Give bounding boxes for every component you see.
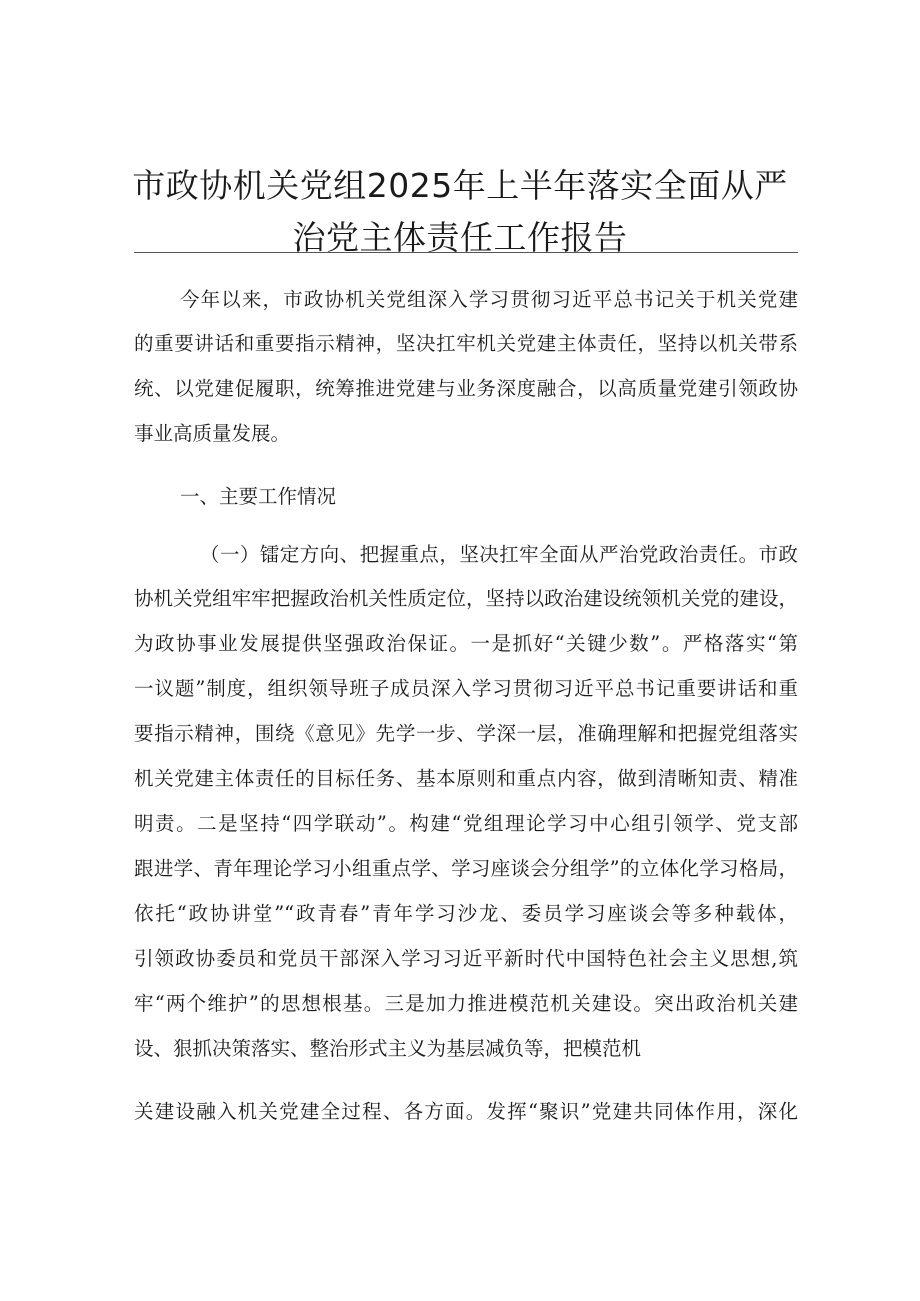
subsection-paragraph-line: 依托“政协讲堂”“政青春”青年学习沙龙、委员学习座谈会等多种载体， bbox=[134, 902, 798, 925]
subsection-paragraph-line: （一）镭定方向、把握重点，坚决扛牢全面从严治党政治责任。市政 bbox=[200, 543, 798, 566]
section-heading: 一、主要工作情况 bbox=[180, 485, 337, 508]
subsection-paragraph-line: 协机关党组牢牢把握政治机关性质定位，坚持以政治建设统领机关党的建设， bbox=[134, 587, 798, 610]
report-title-line-2: 治党主体责任工作报告 bbox=[292, 218, 628, 257]
intro-paragraph-line: 今年以来，市政协机关党组深入学习贯彻习近平总书记关于机关党建 bbox=[180, 288, 798, 311]
intro-paragraph-line: 事业高质量发展。 bbox=[134, 422, 291, 445]
subsection-paragraph-line: 设、狠抓决策落实、整治形式主义为基层减负等，把模范机 bbox=[134, 1037, 642, 1060]
subsection-paragraph-line: 牢“两个维护”的思想根基。三是加力推进模范机关建设。突出政治机关建 bbox=[134, 992, 798, 1015]
intro-paragraph-line: 统、以党建促履职，统筹推进党建与业务深度融合，以高质量党建引领政协 bbox=[134, 377, 798, 400]
subsection-paragraph-line: 要指示精神，围绕《意见》先学一步、学深一层，准确理解和把握党组落实 bbox=[134, 722, 798, 745]
title-underline-divider bbox=[134, 252, 798, 253]
intro-paragraph-line: 的重要讲话和重要指示精神，坚决扛牢机关党建主体责任，坚持以机关带系 bbox=[134, 332, 798, 355]
subsection-paragraph-line: 跟进学、青年理论学习小组重点学、学习座谈会分组学”的立体化学习格局， bbox=[134, 857, 798, 880]
subsection-paragraph-line: 引领政协委员和党员干部深入学习习近平新时代中国特色社会主义思想,筑 bbox=[134, 947, 798, 970]
subsection-paragraph-line: 为政协事业发展提供坚强政治保证。一是抓好“关键少数”。严格落实“第 bbox=[134, 632, 798, 655]
report-title-line-1: 市政协机关党组2025年上半年落实全面从严 bbox=[132, 166, 788, 205]
subsection-paragraph-line: 一议题”制度，组织领导班子成员深入学习贯彻习近平总书记重要讲话和重 bbox=[134, 677, 798, 700]
continuation-paragraph-line: 关建设融入机关党建全过程、各方面。发挥“聚识”党建共同体作用，深化 bbox=[134, 1100, 798, 1123]
subsection-paragraph-line: 机关党建主体责任的目标任务、基本原则和重点内容，做到清晰知责、精准 bbox=[134, 767, 798, 790]
subsection-paragraph-line: 明责。二是坚持“四学联动”。构建“党组理论学习中心组引领学、党支部 bbox=[134, 812, 798, 835]
